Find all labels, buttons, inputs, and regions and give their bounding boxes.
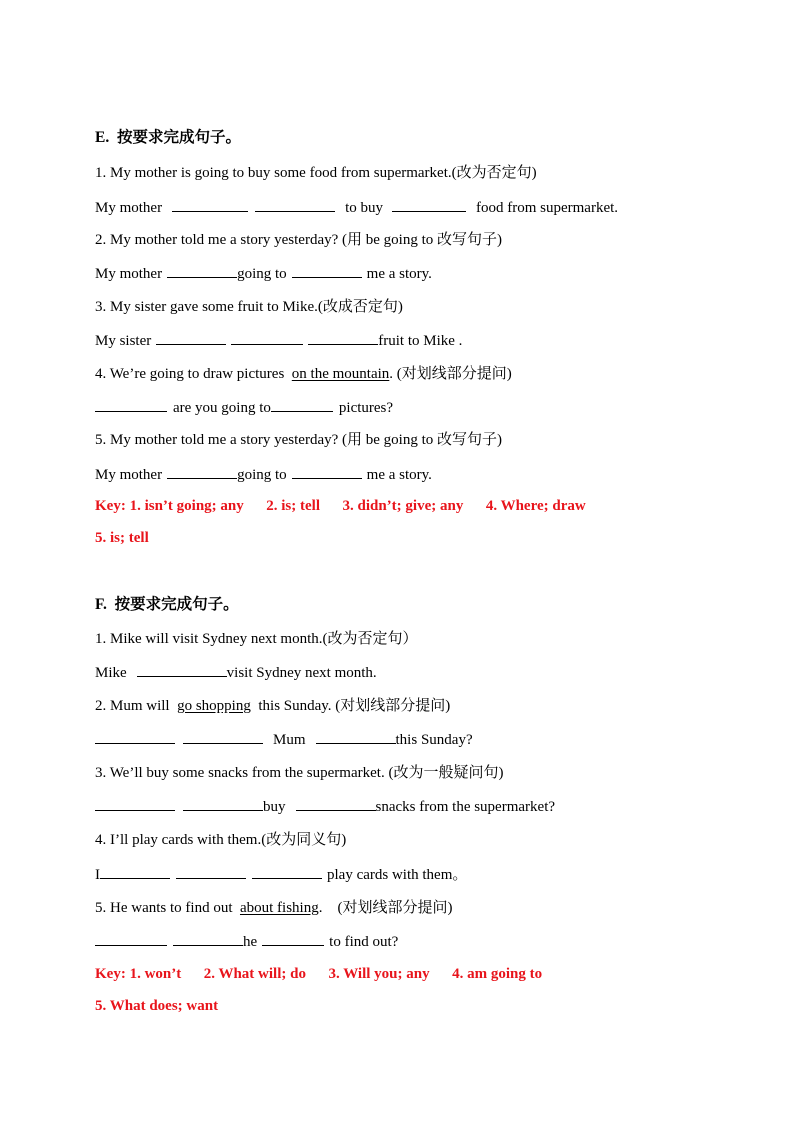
answer-text: My sister [95,333,152,349]
section-e-answer-5 [95,464,432,485]
answer-text: he [243,934,258,950]
section-e-answer-3 [95,330,462,351]
answer-blank [308,330,378,345]
answer-blank [137,662,227,677]
answer-blank [95,931,167,946]
answer-blank [176,864,246,879]
answer-text: pictures? [338,400,394,416]
answer-text: fruit to Mike . [378,333,463,349]
answer-blank [255,197,335,212]
section-f-key-line-1: Key: 1. won’t 2. What will; do 3. Will you; any 4. am going to [95,966,543,982]
answer-text: My mother [95,467,163,483]
section-e-question-5: 5. My mother told me a story yesterday? (用 be going to 改写句子) [95,432,503,448]
underlined-phrase: about fishing [239,900,319,916]
answer-blank [173,931,243,946]
section-f-answer-1 [95,662,377,683]
section-f-answer-4 [95,864,467,885]
section-f-question-2 [95,696,450,716]
answer-text: this Sunday? [395,732,473,748]
answer-text: going to [237,467,287,483]
answer-blank [271,397,333,412]
answer-text: me a story. [366,266,432,282]
section-f-answer-5 [95,931,398,952]
section-e-answer-2 [95,263,432,284]
answer-blank [100,864,170,879]
section-f-question-4: 4. I’ll play cards with them.(改为同义句) [95,832,347,848]
section-e-question-2: 2. My mother told me a story yesterday? (用 be going to 改写句子) [95,232,503,248]
answer-blank [95,397,167,412]
answer-blank [183,729,263,744]
answer-text: Mum [273,732,306,748]
answer-text: me a story. [366,467,432,483]
section-f-heading: F. 按要求完成句子。 [95,596,239,613]
section-f-key-line-2: 5. What does; want [95,998,219,1014]
answer-text: to buy [345,200,383,216]
question-text: . (对划线部分提问) [389,366,512,382]
section-e-answer-1 [95,197,618,218]
answer-text: visit Sydney next month. [226,665,377,681]
answer-blank [292,263,362,278]
section-f-answer-3 [95,796,555,817]
answer-blank [292,464,362,479]
answer-text: snacks from the supermarket? [375,799,556,815]
answer-text: play cards with them。 [327,867,468,883]
answer-text: My mother [95,266,163,282]
section-e-question-3: 3. My sister gave some fruit to Mike.(改成否定句) [95,299,403,315]
section-f-question-1: 1. Mike will visit Sydney next month.(改为否定句） [95,631,418,647]
question-text: 5. He wants to find out [95,900,240,916]
section-e-question-4 [95,364,512,384]
answer-blank [167,263,237,278]
question-text: this Sunday. (对划线部分提问) [250,698,451,714]
answer-blank [231,330,303,345]
section-e-question-1: 1. My mother is going to buy some food from supermarket.(改为否定句) [95,165,537,181]
answer-blank [95,729,175,744]
question-text: 2. Mum will [95,698,178,714]
question-text: . (对划线部分提问) [318,900,453,916]
section-f-question-3: 3. We’ll buy some snacks from the supermarket. (改为一般疑问句) [95,765,504,781]
answer-text: Mike [95,665,127,681]
section-f-answer-2 [95,729,473,750]
underlined-phrase: on the mountain [291,366,390,382]
answer-blank [262,931,324,946]
answer-blank [392,197,466,212]
answer-text: going to [237,266,287,282]
answer-text: are you going to [173,400,271,416]
answer-text: food from supermarket. [476,200,619,216]
answer-text: My mother [95,200,163,216]
answer-blank [296,796,376,811]
section-e-key-line-2: 5. is; tell [95,530,149,546]
answer-text: to find out? [329,934,399,950]
answer-blank [183,796,263,811]
section-e-answer-4 [95,397,393,418]
answer-blank [167,464,237,479]
answer-blank [252,864,322,879]
answer-blank [316,729,396,744]
section-f-question-5 [95,898,452,918]
answer-blank [95,796,175,811]
section-e-heading: E. 按要求完成句子。 [95,129,241,146]
answer-text: I [95,867,100,883]
answer-text: buy [263,799,286,815]
answer-blank [172,197,248,212]
question-text: 4. We’re going to draw pictures [95,366,292,382]
answer-blank [156,330,226,345]
section-e-key-line-1: Key: 1. isn’t going; any 2. is; tell 3. didn’t; give; any 4. Where; draw [95,498,586,514]
underlined-phrase: go shopping [177,698,251,714]
